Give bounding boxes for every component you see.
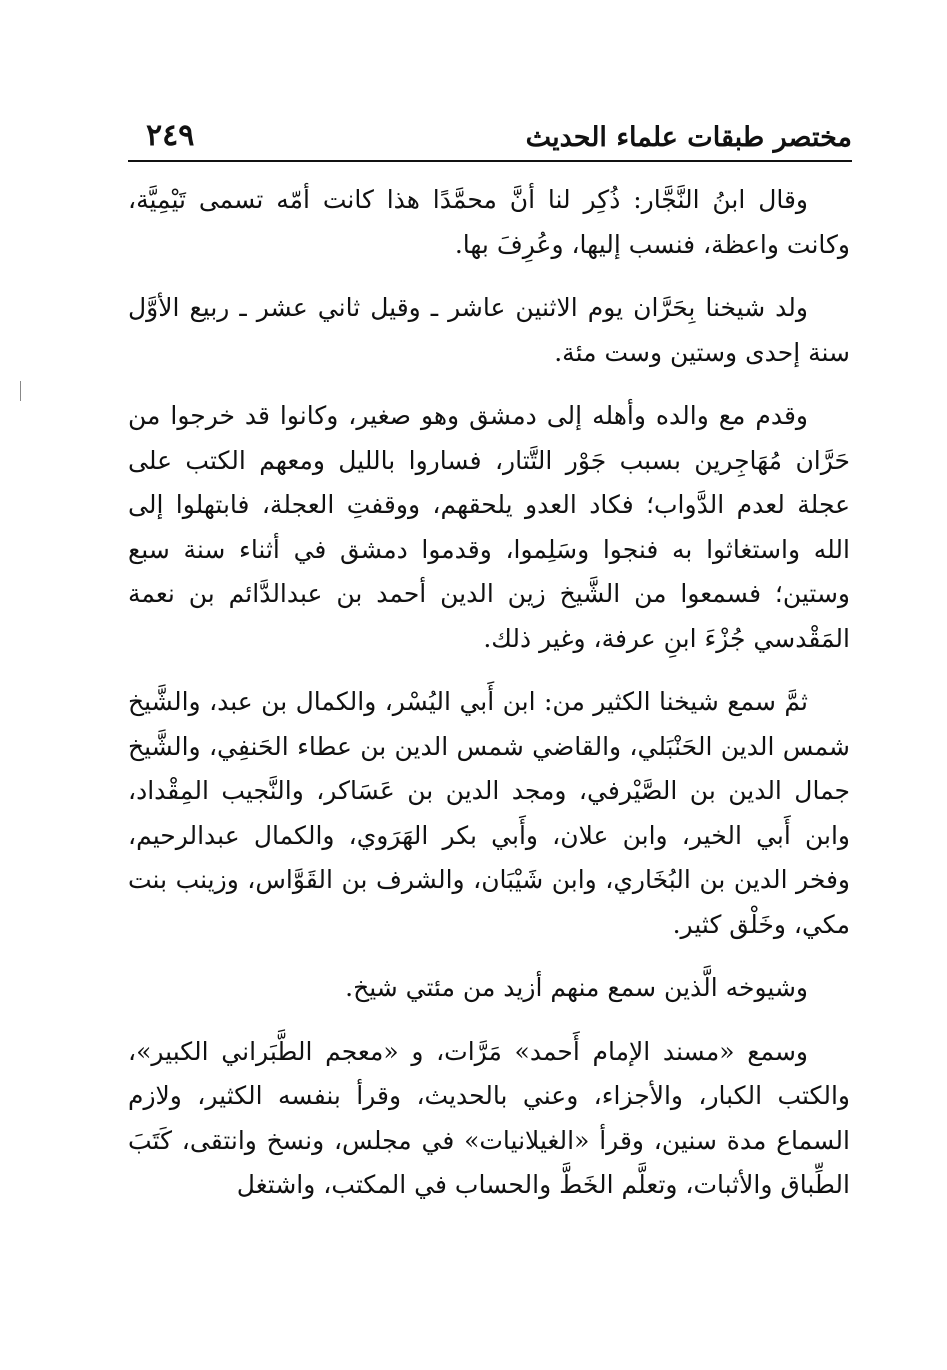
paragraph: ثمَّ سمع شيخنا الكثير من: ابن أَبي اليُسْر، والكمال بن عبد، والشَّيخ شمس الدين الحَنْبَلي، والقاضي شمس الدين بن عطاء الحَنفِي، والشَّيخ جمال الدين بن الصَّيْرفي، ومجد الدين بن عَسَاكر، والنَّجيب المِقْداد، وابن أَبي الخير، وابن علان، وأَبي بكر الهَرَوي، والكمال عبدالرحيم، وفخر الدين بن البُخَاري، وابن شَيْبَان، والشرف بن القَوَّاس، وزينب بنت مكي، وخَلْق كثير. — [128, 687, 850, 939]
header-divider — [128, 160, 852, 162]
paragraph: ولد شيخنا بِحَرَّان يوم الاثنين عاشر ـ وقيل ثاني عشر ـ ربيع الأوَّل سنة إحدى وستين وست مئة. — [128, 293, 850, 367]
paragraph: وشيوخه الَّذين سمع منهم أزيد من مئتي شيخ. — [345, 973, 808, 1002]
paragraph: وقال ابنُ النَّجَّار: ذُكِر لنا أنَّ محمَّدًا هذا كانت أمّه تسمى تَيْمِيَّة، وكانت واعظة، فنسب إليها، وعُرِفَ بها. — [128, 185, 850, 259]
body-text — [128, 178, 850, 1208]
paragraph: وسمع «مسند الإمام أَحمد» مَرَّات، و «معجم الطَّبَراني الكبير»، والكتب الكبار، والأجزاء، وعني بالحديث، وقرأ بنفسه الكثير، ولازم السماع مدة سنين، وقرأ «الغيلانيات» في مجلس، ونسخ وانتقى، كَتَبَ الطِّباق والأثبات، وتعلَّم الخَطَّ والحساب في المكتب، واشتغل — [128, 1036, 850, 1199]
running-title: مختصر طبقات علماء الحديث — [525, 122, 852, 153]
margin-mark — [20, 381, 21, 401]
page-header — [128, 118, 852, 162]
page-number: ٢٤٩ — [146, 118, 195, 153]
paragraph: وقدم مع والده وأهله إلى دمشق وهو صغير، وكانوا قد خرجوا من حَرَّان مُهَاجِرين بسبب جَوْر التَّتار، فساروا بالليل ومعهم الكتب على عجلة لعدم الدَّواب؛ فكاد العدو يلحقهم، ووقفتِ العجلة، فابتهلوا إلى الله واستغاثوا به فنجوا وسَلِموا، وقدموا دمشق في أثناء سنة سبع وستين؛ فسمعوا من الشَّيخ زين الدين أحمد بن عبدالدَّائم بن نعمة المَقْدسي جُزْءَ ابنِ عرفة، وغير ذلك. — [128, 401, 850, 653]
